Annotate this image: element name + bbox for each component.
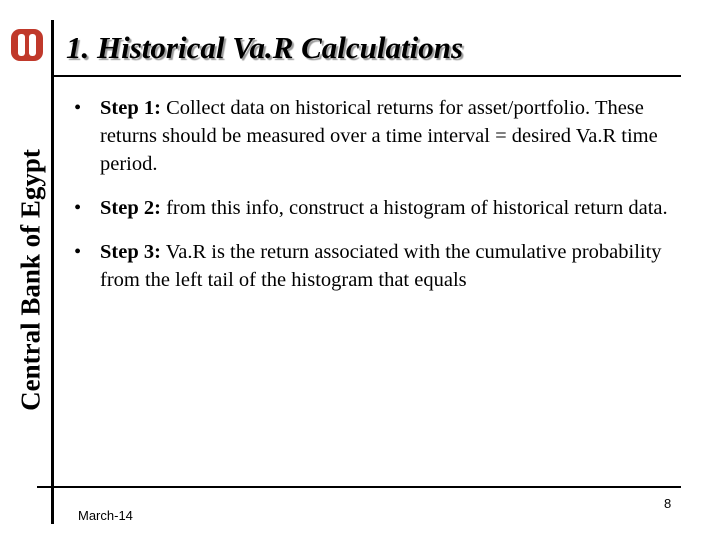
step-text: from this info, construct a histogram of historical return data. [160,197,668,219]
bullet-step-1 [72,94,682,178]
footer-divider [37,486,681,488]
bullet-step-3 [72,238,682,294]
central-bank-logo-icon [10,28,44,62]
title-divider [51,75,681,77]
page-number: 8 [664,496,672,511]
step-label: Step 3: [100,241,161,263]
step-label: Step 2: [100,197,161,219]
vertical-divider [51,20,54,524]
bullet-step-2 [72,194,682,222]
step-text: Va.R is the return associated with the cumulative probability from the left tail of the histogram that equals [100,241,662,291]
step-label: Step 1: [100,97,161,119]
footer-date: March-14 [78,508,133,523]
slide-title: 1. Historical Va.R Calculations [66,30,464,65]
organization-name: Central Bank of Egypt [15,149,46,411]
step-text: Collect data on historical returns for asset/portfolio. These returns should be measured over a time interval = desired Va.R time period. [100,97,658,175]
bullet-list [72,94,682,310]
